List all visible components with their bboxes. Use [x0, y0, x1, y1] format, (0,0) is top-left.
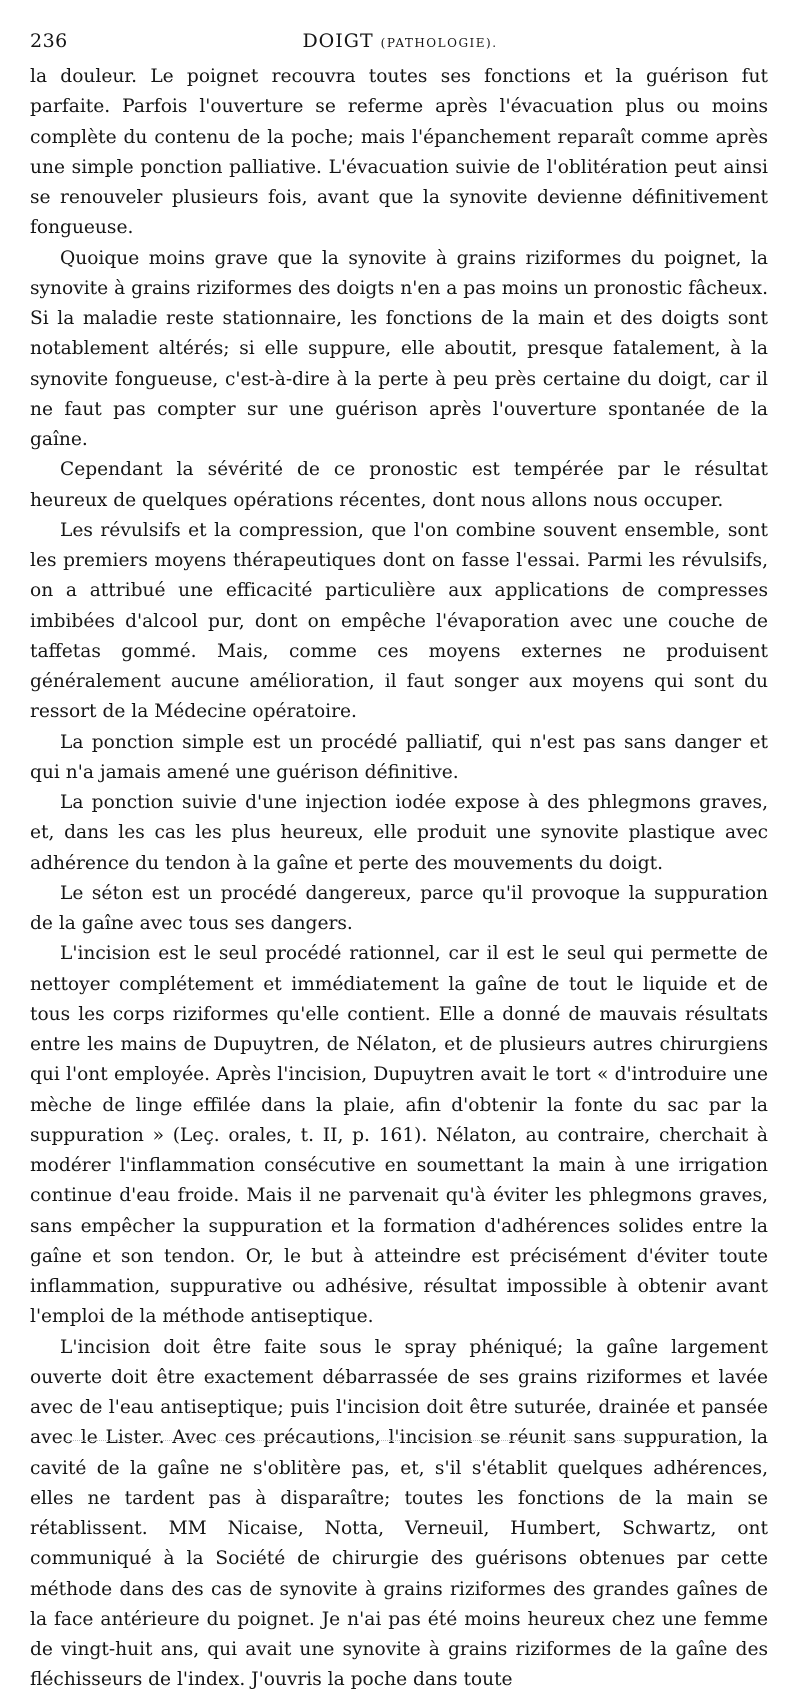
- page-header: [30, 30, 770, 58]
- page-number: 236: [30, 30, 68, 52]
- paragraph-8: L'incision est le seul procédé rationnel, car il est le seul qui permette de nettoyer complétement et immédiatement la gaîne de tout le liquide et de tous les corps riziformes qu'elle contient. Elle a donné de mauvais résultats entre les mains de Dupuytren, de Nélaton, et de plusieurs autres chirurgiens qui l'ont employée. Après l'incision, Dupuytren avait le tort « d'introduire une mèche de linge effilée dans la plaie, afin d'obtenir la fonte du sac par la suppuration » (Leç. orales, t. II, p. 161). Nélaton, au contraire, cherchait à modérer l'inflammation consécutive en soumettant la main à une irrigation continue d'eau froide. Mais il ne parvenait qu'à éviter les phlegmons graves, sans empêcher la suppuration et la formation d'adhérences solides entre la gaîne et son tendon. Or, le but à atteindre est précisément d'éviter toute inflammation, suppurative ou adhésive, résultat impossible à obtenir avant l'emploi de la méthode antiseptique.: [30, 943, 768, 1328]
- paragraph-3: Cependant la sévérité de ce pronostic est tempérée par le résultat heureux de quelques opérations récentes, dont nous allons nous occuper.: [30, 459, 768, 511]
- running-title: [30, 30, 770, 52]
- paragraph-2: Quoique moins grave que la synovite à grains riziformes du poignet, la synovite à grains riziformes des doigts n'en a pas moins un pronostic fâcheux. Si la maladie reste stationnaire, les fonctions de la main et des doigts sont notablement altérés; si elle suppure, elle aboutit, presque fatalement, à la synovite fongueuse, c'est-à-dire à la perte à peu près certaine du doigt, car il ne faut pas compter sur une guérison après l'ouverture spontanée de la gaîne.: [30, 247, 768, 450]
- paragraph-7: Le séton est un procédé dangereux, parce qu'il provoque la suppuration de la gaîne avec tous ses dangers.: [30, 882, 768, 934]
- body-text: [30, 62, 768, 1696]
- paragraph-1: la douleur. Le poignet recouvra toutes ses fonctions et la guérison fut parfaite. Parfois l'ouverture se referme après l'évacuation plus ou moins complète du contenu de la poche; mais l'épanchement reparaît comme après une simple ponction palliative. L'évacuation suivie de l'oblitération peut ainsi se renouveler plusieurs fois, avant que la synovite devienne définitivement fongueuse.: [30, 66, 768, 239]
- paragraph-5: La ponction simple est un procédé palliatif, qui n'est pas sans danger et qui n'a jamais amené une guérison définitive.: [30, 731, 768, 783]
- paragraph-6: La ponction suivie d'une injection iodée expose à des phlegmons graves, et, dans les cas les plus heureux, elle produit une synovite plastique avec adhérence du tendon à la gaîne et perte des mouvements du doigt.: [30, 792, 768, 874]
- running-title-section: (PATHOLOGIE).: [380, 36, 498, 50]
- footer-divider: [60, 1440, 740, 1441]
- running-title-main: DOIGT: [302, 30, 374, 52]
- paragraph-4: Les révulsifs et la compression, que l'on combine souvent ensemble, sont les premiers moyens thérapeutiques dont on fasse l'essai. Parmi les révulsifs, on a attribué une efficacité particulière aux applications de compresses imbibées d'alcool pur, dont on empêche l'évaporation avec une couche de taffetas gommé. Mais, comme ces moyens externes ne produisent généralement aucune amélioration, il faut songer aux moyens qui sont du ressort de la Médecine opératoire.: [30, 519, 768, 723]
- paragraph-9: L'incision doit être faite sous le spray phéniqué; la gaîne largement ouverte doit être exactement débarrassée de ses grains riziformes et lavée avec de l'eau antiseptique; puis l'incision doit être suturée, drainée et pansée avec le Lister. Avec ces précautions, l'incision se réunit sans suppuration, la cavité de la gaîne ne s'oblitère pas, et, s'il s'établit quelques adhérences, elles ne tardent pas à disparaître; toutes les fonctions de la main se rétablissent. MM Nicaise, Notta, Verneuil, Humbert, Schwartz, ont communiqué à la Société de chirurgie des guérisons obtenues par cette méthode dans des cas de synovite à grains riziformes des grandes gaînes de la face antérieure du poignet. Je n'ai pas été moins heureux chez une femme de vingt-huit ans, qui avait une synovite à grains riziformes de la gaîne des fléchisseurs de l'index. J'ouvris la poche dans toute: [30, 1336, 768, 1691]
